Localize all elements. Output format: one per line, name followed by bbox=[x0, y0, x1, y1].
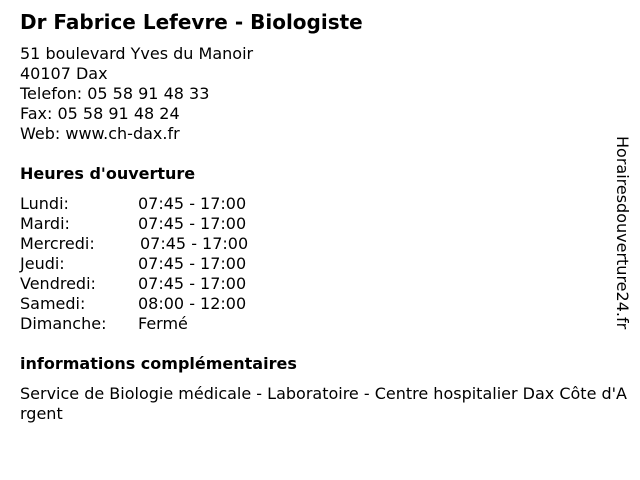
hours-time: 07:45 - 17:00 bbox=[140, 234, 249, 253]
hours-day: Vendredi: bbox=[20, 274, 96, 293]
hours-day: Samedi: bbox=[20, 294, 86, 313]
hours-time: 07:45 - 17:00 bbox=[138, 214, 247, 233]
hours-row-vendredi bbox=[20, 274, 320, 294]
hours-time: 07:45 - 17:00 bbox=[138, 254, 247, 273]
hours-time: 08:00 - 12:00 bbox=[138, 294, 247, 313]
opening-hours-table bbox=[20, 194, 320, 334]
site-watermark: Horairesdouverture24.fr bbox=[613, 136, 632, 330]
additional-info-heading: informations complémentaires bbox=[20, 354, 297, 373]
hours-day: Lundi: bbox=[20, 194, 69, 213]
address-city: 40107 Dax bbox=[20, 64, 108, 83]
hours-day: Mardi: bbox=[20, 214, 70, 233]
address-street: 51 boulevard Yves du Manoir bbox=[20, 44, 254, 63]
hours-day: Dimanche: bbox=[20, 314, 107, 333]
contact-block bbox=[20, 44, 253, 144]
website-link[interactable]: Web: www.ch-dax.fr bbox=[20, 124, 180, 143]
page-title: Dr Fabrice Lefevre - Biologiste bbox=[20, 10, 363, 34]
opening-hours-heading: Heures d'ouverture bbox=[20, 164, 196, 183]
hours-row-samedi bbox=[20, 294, 320, 314]
hours-row-dimanche bbox=[20, 314, 320, 334]
fax-number: Fax: 05 58 91 48 24 bbox=[20, 104, 180, 123]
hours-day: Mercredi: bbox=[20, 234, 95, 253]
hours-row-jeudi bbox=[20, 254, 320, 274]
hours-day: Jeudi: bbox=[20, 254, 65, 273]
hours-time: Fermé bbox=[138, 314, 188, 333]
additional-info-text: Service de Biologie médicale - Laboratoire - Centre hospitalier Dax Côte d'Argent bbox=[20, 384, 627, 423]
hours-time: 07:45 - 17:00 bbox=[138, 194, 247, 213]
hours-row-mardi bbox=[20, 214, 320, 234]
hours-row-mercredi bbox=[20, 234, 320, 254]
hours-time: 07:45 - 17:00 bbox=[138, 274, 247, 293]
phone-number: Telefon: 05 58 91 48 33 bbox=[20, 84, 210, 103]
hours-row-lundi bbox=[20, 194, 320, 214]
